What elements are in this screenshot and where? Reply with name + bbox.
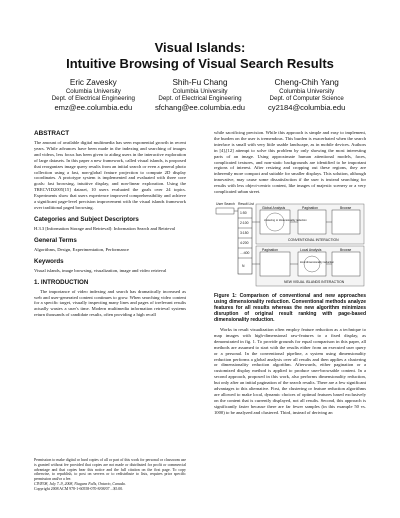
abstract-text: The amount of available digital multimedia has seen exponential growth in recent years. While advances have been made in the indexing and searching of images and videos, less focus has been given to aiding users in the interactive exploration of large datasets. In this paper a new framework, called visual islands, is proposed that reorganizes image query results from an initial search or even a general photo collection using a fast, non-global feature projection to compute 2D display coordinates. A prototype system is implemented and evaluated with three core goals: fast browsing, intuitive display, and non-linear exploration. Using the TRECVID2005[15] dataset, 10 users evaluated the goals over 24 topics. Experiments show that users experience improved comprehensibility and achieve a significant page-level precision improvement with the visual islands framework over traditional paged browsing.	[34, 140, 186, 210]
intro-heading: 1. INTRODUCTION	[34, 278, 89, 286]
author-1	[40, 78, 147, 112]
fig-item-5: ...:400	[240, 250, 250, 255]
title-line-2: Intuitive Browsing of Visual Search Results	[66, 56, 334, 71]
keywords-text: Visual islands, image browsing, visualization, image and video retrieval	[34, 267, 167, 273]
categories-text: H.3.3 [Information Storage and Retrieval]: Information Search and Retrieval	[34, 225, 176, 231]
fig-clustering-label: clustering or dimensionality reduction	[264, 218, 307, 222]
right-intro-text: while sacrificing precision. While this approach is simple and easy to implement, the burden on the user is tremendous. This burden is exacerbated when the search interface is small with very little usable landscape, as in mobile devices. Authors in [4],[12] attempt to solve this problem by only showing the most interesting parts of an image. Using approximate human attentional models, faces, complicated textures, and non-static backgrounds are identified to be important regions of interest. After resizing and cropping out these regions, they are inherently more compact and suitable for smaller displays. This solution, although innovative, may cause some dissatisfaction if the user is instead searching for results with less object-centric content, like images of majestic scenery or a very complicated urban street.	[214, 130, 366, 195]
author-name: Eric Zavesky	[69, 78, 117, 87]
permission-text: Permission to make digital or hard copies of all or part of this work for personal or classroom use is granted without fee provided that copies are not made or distributed for profit or commercial advantage and that copies bear this notice and the full citation on the first page. To copy otherwise, to republish, to post on servers or to redistribute to lists, requires prior specific permission and/or a fee.	[34, 458, 186, 482]
left-column	[34, 130, 186, 320]
author-name: Cheng-Chih Yang	[274, 78, 339, 87]
author-affiliation: Columbia University	[279, 88, 335, 95]
author-block	[40, 78, 360, 112]
fig-global-analysis-label: Global Analysis	[262, 205, 286, 210]
fig-result-list-label: Result List	[238, 201, 254, 206]
abstract-heading: ABSTRACT	[34, 130, 70, 137]
categories-heading: Categories and Subject Descriptors	[34, 215, 139, 223]
author-dept: Dept. of Computer Science	[269, 95, 344, 103]
fig-item-n: N	[242, 263, 245, 268]
author-affiliation: Columbia University	[65, 88, 121, 95]
fig-item-4: 4:200	[240, 240, 249, 245]
author-name: Shih-Fu Chang	[172, 78, 228, 87]
fig-user-search-label: User Search	[216, 201, 235, 206]
author-email: emz@ee.columbia.edu	[54, 102, 133, 112]
pagination-box-bottom	[260, 252, 290, 276]
author-dept: Dept. of Electrical Engineering	[51, 95, 135, 103]
keywords-heading: Keywords	[34, 257, 64, 265]
figure-1	[214, 198, 366, 290]
venue-text: CIVR'08, July 7–9, 2008, Niagara Falls, Ontario, Canada.	[34, 481, 126, 486]
title-line-1: Visual Islands:	[154, 40, 246, 55]
fig-local-reduction-label: local dimensionality reduction	[300, 260, 334, 264]
right-body-text: Works in result visualization often employ feature reduction as a technique to map images with high-dimensional raw-features to a fixed display, as demonstrated in fig. 1. To provide grounds for equal comparison in this paper, all methods are assumed to start with the results either from an executed user query or a personal. In the conventional pipeline, a system using dimensionality reduction performs a global analysis over all results and then applies a clustering or dimensionality reduction algorithm. Afterwards, either pagination or a customized display method is applied to produce user-browsable content. In a second approach, proposed in this work, also performs dimensionality reduction, but only after an initial pagination of the search results. There are a few significant advantages to this alternative. First, the clustering or feature reduction algorithms are allowed to make local, dynamic choices of optimal features based exclusively on the content that is currently displayed, not all results. Second, this approach is significantly faster because there are far fewer samples (in this example 50 vs. 1000) to be analyzed and clustered. Third, instead of deriving an	[214, 326, 366, 415]
author-email: cy2184@columbia.edu	[267, 102, 346, 112]
fig-item-3: 3:150	[240, 230, 249, 235]
figure-caption: Figure 1: Comparison of conventional and new approaches using dimensionality reduction. Conventional methods analyze features for all results whereas the new algorithm minimizes disruption of original result ranking with page-based dimensionality reduction.	[214, 292, 366, 323]
copyright-text: Copyright 2008 ACM 978-1-60558-070-8/08/07 ...$5.00.	[34, 486, 124, 491]
fig-browse-bottom-label: Browse	[340, 247, 352, 252]
paper-title	[0, 40, 400, 72]
author-email: sfchang@ee.columbia.edu	[154, 102, 246, 112]
terms-text: Algorithms, Design, Experimentation, Performance	[34, 246, 129, 252]
fig-item-1: 1:50	[240, 210, 247, 215]
footnote	[34, 458, 186, 492]
fig-new-label: NEW VISUAL ISLANDS INTERACTION	[284, 279, 345, 284]
fig-pagination-bottom-label: Pagination	[262, 247, 279, 252]
fig-pagination-top-label: Pagination	[302, 205, 319, 210]
author-affiliation: Columbia University	[172, 88, 228, 95]
right-column	[214, 130, 366, 418]
fig-conventional-label: CONVENTIONAL INTERACTION	[288, 237, 339, 242]
terms-heading: General Terms	[34, 236, 77, 244]
author-2	[147, 78, 254, 112]
browse-box-top	[332, 210, 360, 234]
fig-item-2: 2:100	[240, 220, 249, 225]
fig-browse-top-label: Browse	[340, 205, 352, 210]
fig-local-analysis-label: Local Analysis	[300, 247, 322, 252]
author-3	[253, 78, 360, 112]
author-dept: Dept. of Electrical Engineering	[158, 95, 242, 103]
user-search-box	[216, 208, 234, 214]
browse-box-bottom	[332, 252, 360, 276]
intro-text: The importance of video indexing and search has dramatically increased as web and user-generated content continues to grow. When searching video content for a specific target, visually inspecting many lines and pages of irrelevant results actually wastes a user's time. Modern multimedia information retrieval systems return thousands of candidate results, often providing a high recall	[34, 288, 186, 318]
figure-diagram	[214, 198, 366, 290]
